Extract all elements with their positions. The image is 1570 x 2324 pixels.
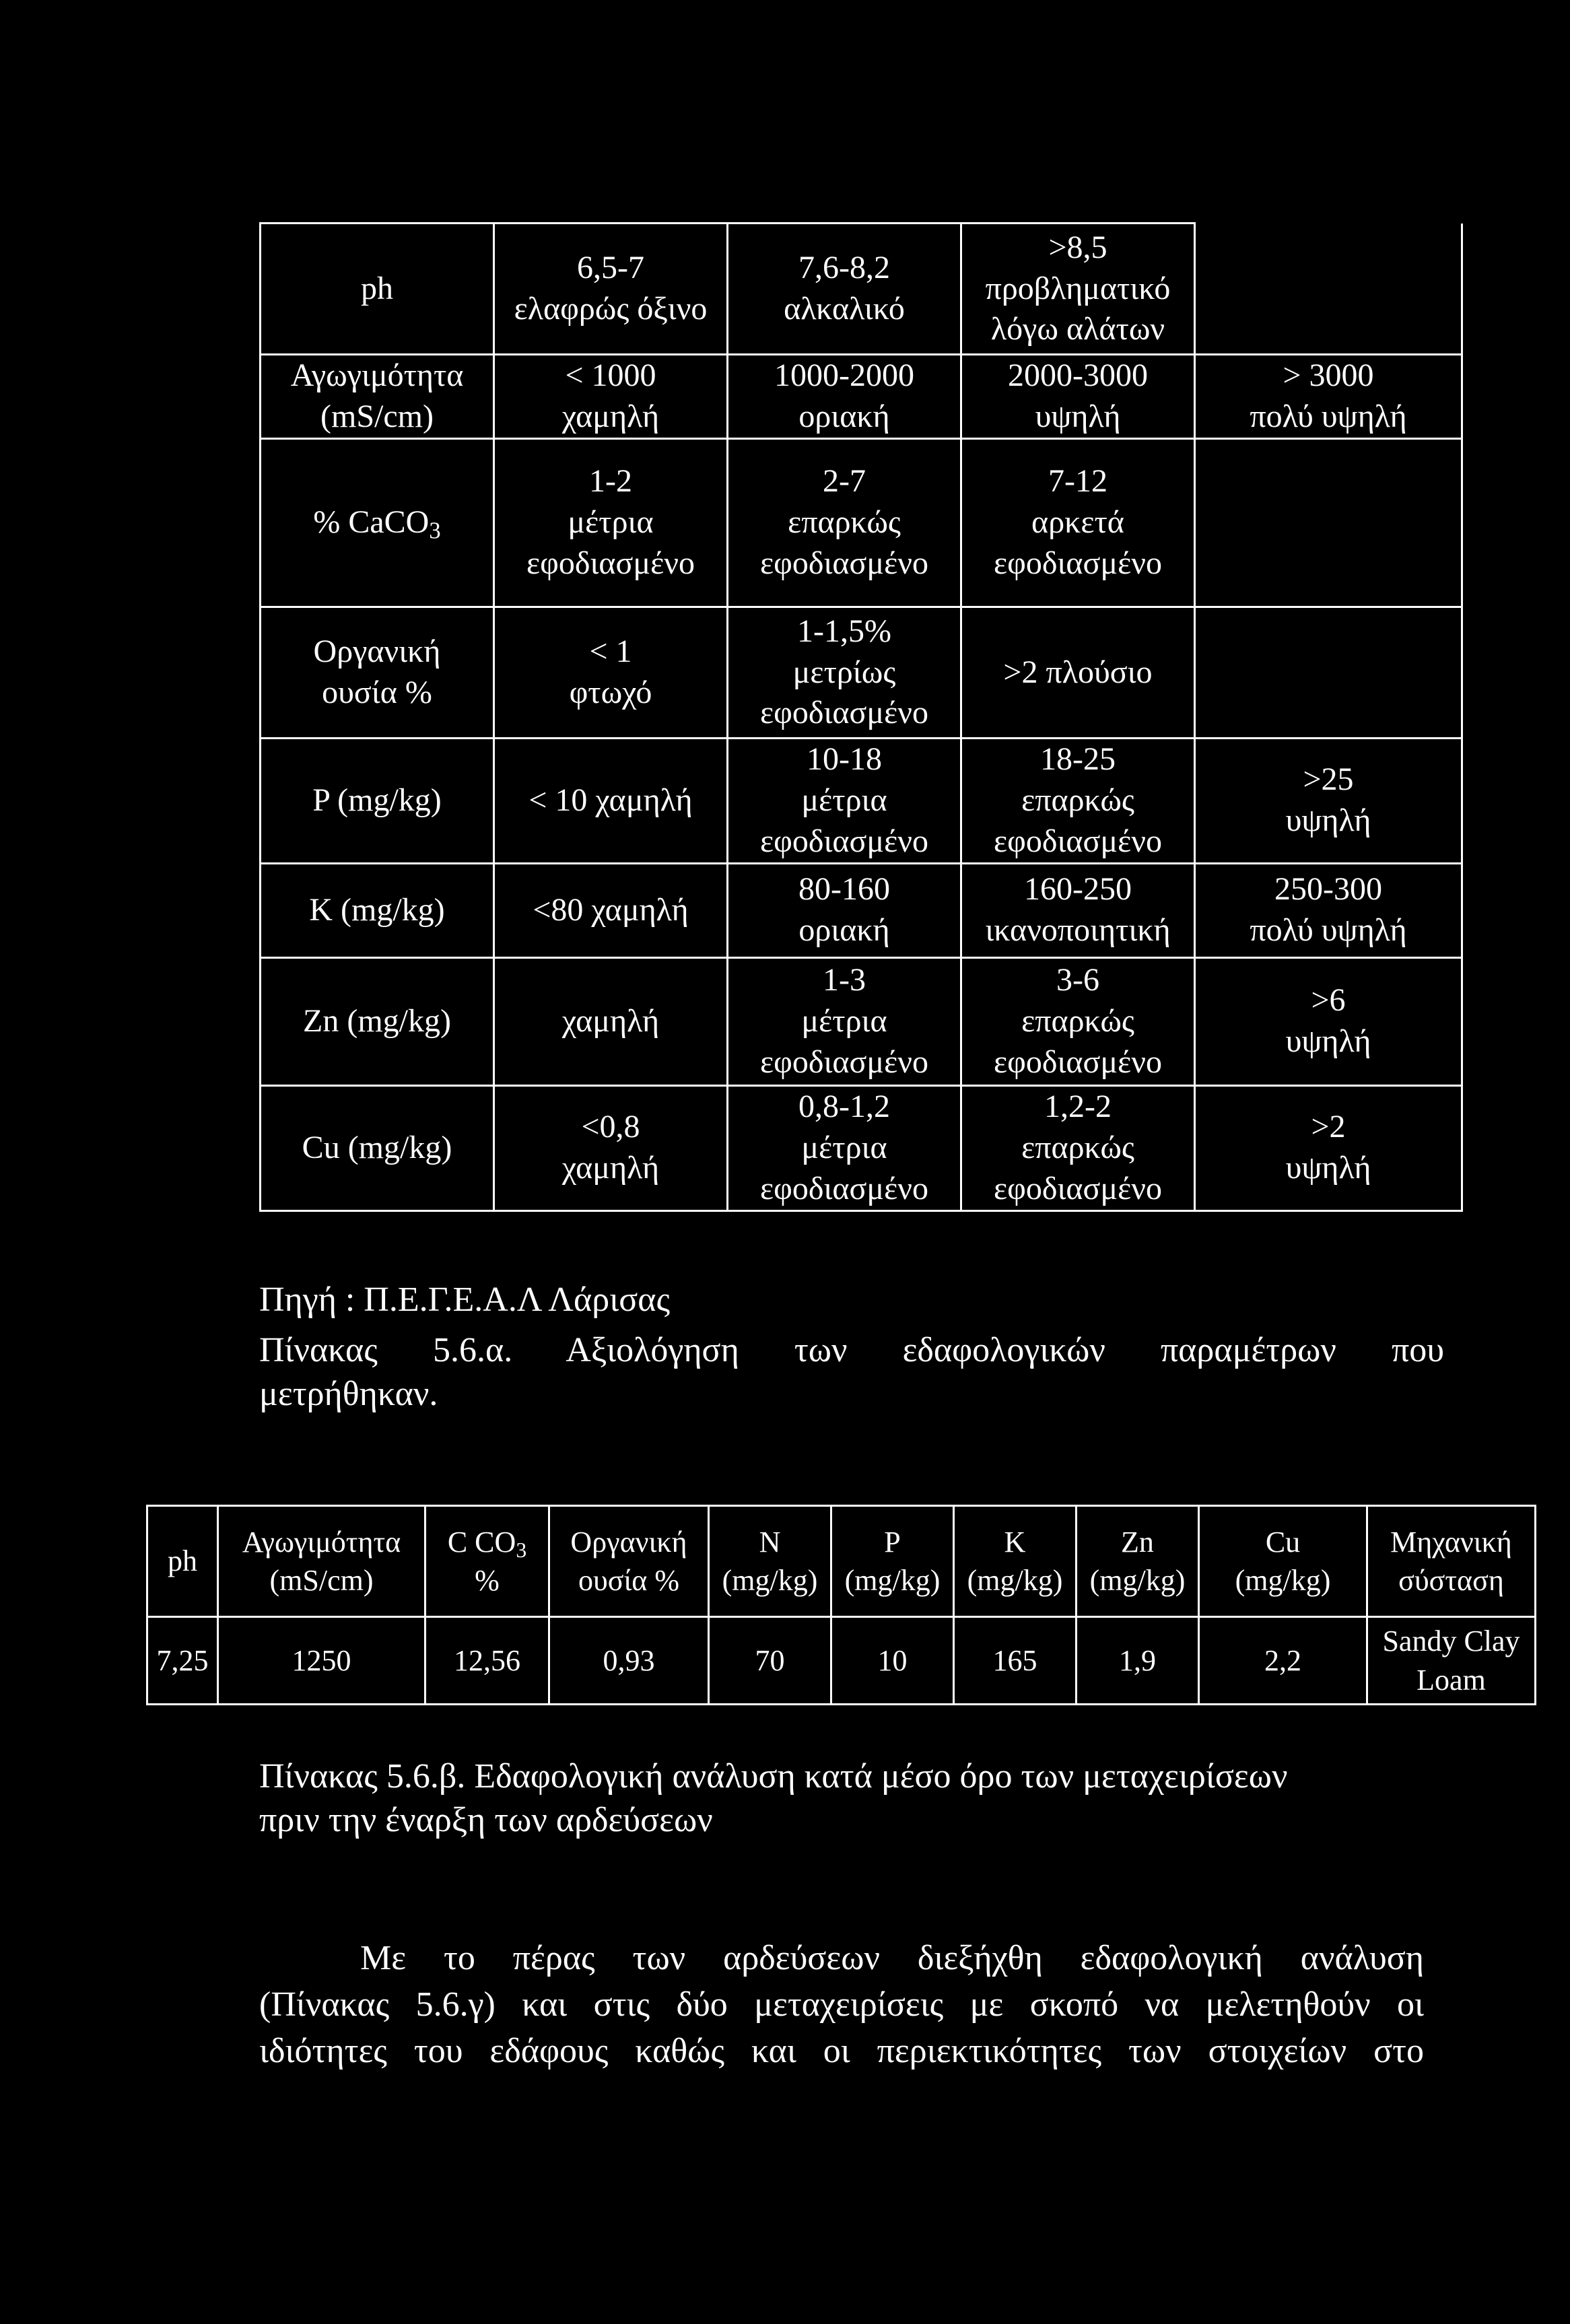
cell-conductivity-high: 2000-3000 υψηλή <box>961 355 1195 439</box>
cell-caco3-sufficient: 2-7 επαρκώς εφοδιασμένο <box>728 439 961 607</box>
cell-ph-empty <box>1195 224 1462 355</box>
cell-caco3-quite: 7-12 αρκετά εφοδιασμένο <box>961 439 1195 607</box>
cell-k-very-high: 250-300 πολύ υψηλή <box>1195 863 1462 957</box>
header-organic-matter: Οργανική ουσία % <box>549 1506 709 1617</box>
header-ph: ph <box>147 1506 218 1617</box>
soil-parameters-evaluation-table <box>259 222 1463 1212</box>
table-row <box>261 739 1462 864</box>
table-row <box>261 355 1462 439</box>
row-label-caco3 <box>261 439 494 607</box>
table-a-caption: Πίνακας 5.6.α. Αξιολόγηση των εδαφολογικών παραμέτρων που <box>259 1331 1444 1369</box>
table-b-caption-continued: πριν την έναρξη των αρδεύσεων <box>259 1801 713 1839</box>
value-nitrogen: 70 <box>709 1617 831 1705</box>
table-b-caption: Πίνακας 5.6.β. Εδαφολογική ανάλυση κατά μέσο όρο των μεταχειρίσεων <box>259 1757 1288 1796</box>
header-phosphorus: P (mg/kg) <box>831 1506 954 1617</box>
row-label-zinc: Zn (mg/kg) <box>261 957 494 1085</box>
value-ph: 7,25 <box>147 1617 218 1705</box>
cell-zn-low: χαμηλή <box>494 957 728 1085</box>
cell-zn-sufficient: 3-6 επαρκώς εφοδιασμένο <box>961 957 1195 1085</box>
cell-p-low: < 10 χαμηλή <box>494 739 728 864</box>
header-caco3 <box>425 1506 549 1617</box>
paragraph-line: (Πίνακας 5.6.γ) και στις δύο μεταχειρίσεις με σκοπό να μελετηθούν οι <box>259 1985 1424 2024</box>
cell-p-sufficient: 18-25 επαρκώς εφοδιασμένο <box>961 739 1195 864</box>
cell-caco3-empty <box>1195 439 1462 607</box>
row-label-organic-matter: Οργανική ουσία % <box>261 607 494 739</box>
value-phosphorus: 10 <box>831 1617 954 1705</box>
table-row <box>261 863 1462 957</box>
cell-zn-high: >6 υψηλή <box>1195 957 1462 1085</box>
value-zinc: 1,9 <box>1077 1617 1199 1705</box>
cell-ph-problematic: >8,5 προβληματικό λόγω αλάτων <box>961 224 1195 355</box>
caco3-label-text: % CaCO <box>313 504 430 541</box>
cell-organic-moderate: 1-1,5% μετρίως εφοδιασμένο <box>728 607 961 739</box>
cell-cu-high: >2 υψηλή <box>1195 1085 1462 1210</box>
value-copper: 2,2 <box>1199 1617 1367 1705</box>
cell-organic-rich: >2 πλούσιο <box>961 607 1195 739</box>
row-label-potassium: K (mg/kg) <box>261 863 494 957</box>
caco3-label-subscript: 3 <box>429 518 441 544</box>
cell-k-marginal: 80-160 οριακή <box>728 863 961 957</box>
header-copper: Cu (mg/kg) <box>1199 1506 1367 1617</box>
value-caco3: 12,56 <box>425 1617 549 1705</box>
cell-k-low: <80 χαμηλή <box>494 863 728 957</box>
paragraph-line: ιδιότητες του εδάφους καθώς και οι περιεκτικότητες των στοιχείων στο <box>259 2032 1424 2070</box>
cell-cu-sufficient: 1,2-2 επαρκώς εφοδιασμένο <box>961 1085 1195 1210</box>
cell-ph-alkaline: 7,6-8,2 αλκαλικό <box>728 224 961 355</box>
paragraph-line: Με το πέρας των αρδεύσεων διεξήχθη εδαφολογική ανάλυση <box>360 1939 1424 1977</box>
cell-cu-moderate: 0,8-1,2 μέτρια εφοδιασμένο <box>728 1085 961 1210</box>
cell-ph-slightly-acidic: 6,5-7 ελαφρώς όξινο <box>494 224 728 355</box>
header-soil-texture: Μηχανική σύσταση <box>1367 1506 1536 1617</box>
table-row <box>261 224 1462 355</box>
cell-conductivity-marginal: 1000-2000 οριακή <box>728 355 961 439</box>
value-organic-matter: 0,93 <box>549 1617 709 1705</box>
header-conductivity: Αγωγιμότητα (mS/cm) <box>218 1506 425 1617</box>
header-zinc: Zn (mg/kg) <box>1077 1506 1199 1617</box>
table-header-row <box>147 1506 1536 1617</box>
table-row <box>261 607 1462 739</box>
table-a-caption-continued: μετρήθηκαν. <box>259 1375 438 1413</box>
cell-p-moderate: 10-18 μέτρια εφοδιασμένο <box>728 739 961 864</box>
source-line: Πηγή : Π.Ε.Γ.Ε.Α.Λ Λάρισας <box>259 1280 671 1319</box>
header-caco3-unit: % <box>475 1564 500 1597</box>
header-caco3-subscript: 3 <box>516 1538 527 1562</box>
row-label-ph: ph <box>261 224 494 355</box>
header-potassium: K (mg/kg) <box>954 1506 1077 1617</box>
header-caco3-text: C CO <box>447 1525 516 1559</box>
row-label-conductivity: Αγωγιμότητα (mS/cm) <box>261 355 494 439</box>
table-row <box>147 1617 1536 1705</box>
cell-zn-moderate: 1-3 μέτρια εφοδιασμένο <box>728 957 961 1085</box>
value-potassium: 165 <box>954 1617 1077 1705</box>
cell-p-high: >25 υψηλή <box>1195 739 1462 864</box>
table-row <box>261 957 1462 1085</box>
cell-k-satisfactory: 160-250 ικανοποιητική <box>961 863 1195 957</box>
row-label-copper: Cu (mg/kg) <box>261 1085 494 1210</box>
table-row <box>261 439 1462 607</box>
cell-caco3-moderate: 1-2 μέτρια εφοδιασμένο <box>494 439 728 607</box>
value-soil-texture: Sandy Clay Loam <box>1367 1617 1536 1705</box>
cell-conductivity-very-high: > 3000 πολύ υψηλή <box>1195 355 1462 439</box>
cell-conductivity-low: < 1000 χαμηλή <box>494 355 728 439</box>
header-nitrogen: N (mg/kg) <box>709 1506 831 1617</box>
value-conductivity: 1250 <box>218 1617 425 1705</box>
table-row <box>261 1085 1462 1210</box>
cell-organic-poor: < 1 φτωχό <box>494 607 728 739</box>
row-label-phosphorus: P (mg/kg) <box>261 739 494 864</box>
cell-organic-empty <box>1195 607 1462 739</box>
cell-cu-low: <0,8 χαμηλή <box>494 1085 728 1210</box>
soil-analysis-table <box>146 1505 1536 1705</box>
